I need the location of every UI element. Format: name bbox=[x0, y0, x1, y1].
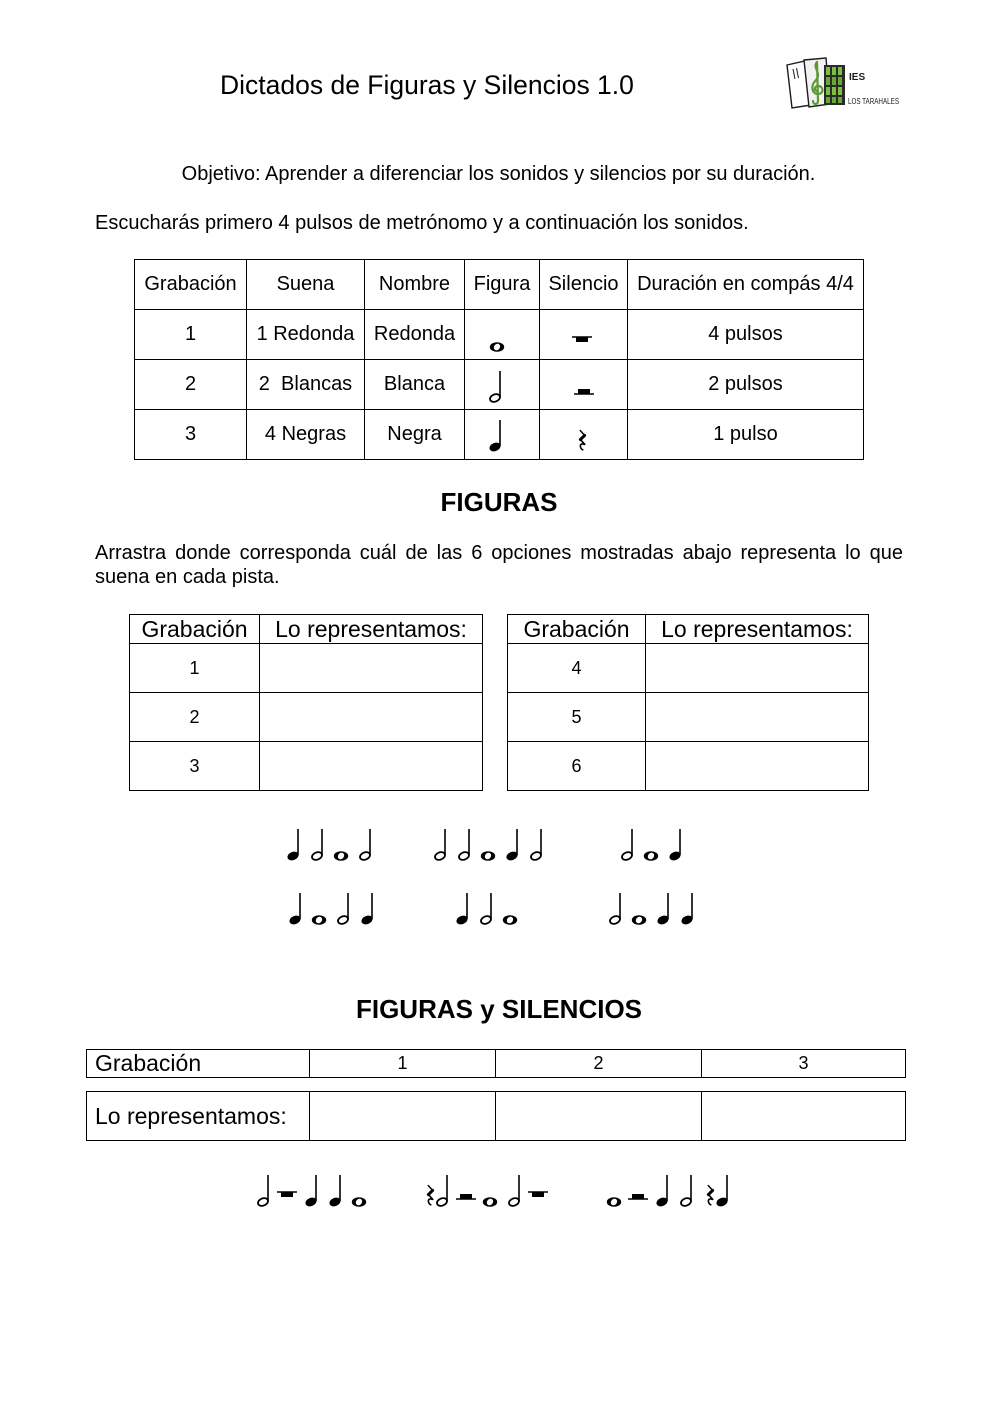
instruction-text: Escucharás primero 4 pulsos de metrónomo y a continuación los sonidos. bbox=[95, 212, 749, 234]
recording-number: 1 bbox=[130, 644, 260, 693]
figura-symbol bbox=[465, 310, 539, 359]
answer-drop-zone[interactable] bbox=[260, 742, 483, 791]
cell-figura bbox=[465, 360, 540, 410]
recording-number: 6 bbox=[508, 742, 646, 791]
quarter-note bbox=[680, 893, 694, 926]
recording-number: 2 bbox=[130, 693, 260, 742]
silencio-symbol bbox=[540, 310, 627, 359]
objective-text: Objetivo: Aprender a diferenciar los sonidos y silencios por su duración. bbox=[181, 163, 816, 185]
whole-note bbox=[490, 342, 504, 352]
half-note bbox=[680, 1175, 692, 1207]
page-title: Dictados de Figuras y Silencios 1.0 bbox=[220, 70, 634, 100]
logo-text-ies: IES bbox=[849, 72, 866, 83]
whole-note bbox=[352, 1197, 366, 1207]
rhythm-figures bbox=[607, 884, 701, 928]
answer-table-left bbox=[129, 614, 483, 791]
half-note bbox=[508, 1175, 520, 1207]
quarter-note bbox=[304, 1175, 318, 1208]
answer-drop-zone[interactable] bbox=[646, 693, 869, 742]
answer-drop-zone[interactable] bbox=[260, 693, 483, 742]
answer-table-right bbox=[507, 614, 869, 791]
half-note bbox=[257, 1175, 269, 1207]
figura-symbol bbox=[465, 360, 539, 409]
quarter-rest bbox=[708, 1186, 713, 1205]
silencio-symbol bbox=[540, 410, 627, 459]
whole-note bbox=[334, 851, 348, 861]
whole-rest bbox=[277, 1192, 297, 1197]
logo-text-school: LOS TARAHALES bbox=[848, 97, 899, 106]
column-header-silencio: Silencio bbox=[540, 260, 628, 310]
quarter-note bbox=[455, 893, 469, 926]
quarter-note bbox=[360, 893, 374, 926]
cell-figura bbox=[465, 410, 540, 460]
rhythm-figures-and-rests bbox=[606, 1166, 736, 1210]
rhythm-figures bbox=[454, 884, 524, 928]
half-note bbox=[434, 829, 446, 861]
answer-option[interactable] bbox=[454, 884, 524, 928]
answer-label: Lo representamos: bbox=[87, 1092, 310, 1141]
column-header-grabacion: Grabación bbox=[508, 615, 646, 644]
rhythm-figures bbox=[285, 820, 379, 864]
silencio-symbol bbox=[540, 360, 627, 409]
school-logo bbox=[784, 55, 902, 111]
cell-grabacion: 3 bbox=[135, 410, 247, 460]
half-note bbox=[530, 829, 542, 861]
answer-option[interactable] bbox=[424, 1166, 552, 1210]
rhythm-figures bbox=[619, 820, 689, 864]
whole-note bbox=[607, 1197, 621, 1207]
quarter-rest bbox=[428, 1186, 433, 1205]
half-note bbox=[480, 893, 492, 925]
cell-grabacion: 1 bbox=[135, 310, 247, 360]
column-header-grabacion: Grabación bbox=[130, 615, 260, 644]
cell-silencio bbox=[540, 410, 628, 460]
quarter-note bbox=[505, 829, 519, 862]
recording-number: 4 bbox=[508, 644, 646, 693]
column-header-answer: Lo representamos: bbox=[646, 615, 869, 644]
half-rest bbox=[628, 1194, 648, 1199]
recording-number: 2 bbox=[496, 1050, 702, 1078]
quarter-rest bbox=[580, 431, 585, 450]
cell-suena: 2 Blancas bbox=[247, 360, 365, 410]
recording-number: 1 bbox=[310, 1050, 496, 1078]
whole-note bbox=[312, 915, 326, 925]
rhythm-figures-and-rests bbox=[424, 1166, 552, 1210]
answers-row bbox=[86, 1091, 906, 1141]
answer-option[interactable] bbox=[619, 820, 689, 864]
recording-number: 3 bbox=[130, 742, 260, 791]
answer-option[interactable] bbox=[255, 1166, 373, 1210]
answer-option[interactable] bbox=[285, 820, 379, 864]
half-note bbox=[337, 893, 349, 925]
half-note bbox=[458, 829, 470, 861]
piano-keys-icon bbox=[824, 65, 845, 105]
cell-silencio bbox=[540, 360, 628, 410]
cell-nombre: Blanca bbox=[365, 360, 465, 410]
figura-symbol bbox=[465, 410, 539, 459]
half-note bbox=[436, 1175, 448, 1207]
cell-suena: 4 Negras bbox=[247, 410, 365, 460]
cell-duracion: 4 pulsos bbox=[628, 310, 864, 360]
column-header-duracion: Duración en compás 4/4 bbox=[628, 260, 864, 310]
cell-nombre: Negra bbox=[365, 410, 465, 460]
quarter-note bbox=[288, 893, 302, 926]
answer-option[interactable] bbox=[606, 1166, 736, 1210]
answer-drop-zone[interactable] bbox=[646, 742, 869, 791]
section-heading-figuras: FIGURAS bbox=[440, 487, 558, 517]
column-header-figura: Figura bbox=[465, 260, 540, 310]
quarter-note bbox=[656, 893, 670, 926]
figuras-instructions: Arrastra donde corresponda cuál de las 6 opciones mostradas abajo representa lo que suena en cada pista. bbox=[95, 542, 903, 588]
answer-drop-zone[interactable] bbox=[260, 644, 483, 693]
column-header-grabacion: Grabación bbox=[135, 260, 247, 310]
whole-note bbox=[483, 1197, 497, 1207]
answer-option[interactable] bbox=[432, 820, 550, 864]
rhythm-figures-and-rests bbox=[255, 1166, 373, 1210]
answer-drop-zone[interactable] bbox=[496, 1092, 702, 1141]
quarter-note bbox=[328, 1175, 342, 1208]
recordings-row bbox=[86, 1049, 906, 1078]
half-rest bbox=[456, 1194, 476, 1199]
reference-table bbox=[134, 259, 864, 460]
quarter-note bbox=[286, 829, 300, 862]
answer-option[interactable] bbox=[607, 884, 701, 928]
answer-option[interactable] bbox=[287, 884, 381, 928]
quarter-note bbox=[655, 1175, 669, 1208]
whole-note bbox=[503, 915, 517, 925]
half-note bbox=[489, 371, 501, 403]
sheet-music-icon bbox=[787, 58, 830, 108]
whole-note bbox=[632, 915, 646, 925]
column-header-nombre: Nombre bbox=[365, 260, 465, 310]
rhythm-figures bbox=[432, 820, 550, 864]
whole-note bbox=[644, 851, 658, 861]
answer-drop-zone[interactable] bbox=[310, 1092, 496, 1141]
half-note bbox=[311, 829, 323, 861]
half-rest bbox=[574, 389, 594, 394]
half-note bbox=[359, 829, 371, 861]
section-heading-figuras-silencios: FIGURAS y SILENCIOS bbox=[355, 994, 643, 1024]
cell-suena: 1 Redonda bbox=[247, 310, 365, 360]
cell-silencio bbox=[540, 310, 628, 360]
half-note bbox=[621, 829, 633, 861]
whole-rest bbox=[572, 337, 592, 342]
column-header-answer: Lo representamos: bbox=[260, 615, 483, 644]
whole-note bbox=[481, 851, 495, 861]
whole-rest bbox=[528, 1192, 548, 1197]
quarter-note bbox=[668, 829, 682, 862]
recording-number: 5 bbox=[508, 693, 646, 742]
rhythm-figures bbox=[287, 884, 381, 928]
recording-label: Grabación bbox=[87, 1050, 310, 1078]
half-note bbox=[609, 893, 621, 925]
cell-duracion: 2 pulsos bbox=[628, 360, 864, 410]
recording-number: 3 bbox=[702, 1050, 906, 1078]
quarter-note bbox=[488, 420, 502, 453]
cell-nombre: Redonda bbox=[365, 310, 465, 360]
cell-grabacion: 2 bbox=[135, 360, 247, 410]
cell-duracion: 1 pulso bbox=[628, 410, 864, 460]
cell-figura bbox=[465, 310, 540, 360]
answer-drop-zone[interactable] bbox=[646, 644, 869, 693]
column-header-suena: Suena bbox=[247, 260, 365, 310]
answer-drop-zone[interactable] bbox=[702, 1092, 906, 1141]
quarter-note bbox=[715, 1175, 729, 1208]
